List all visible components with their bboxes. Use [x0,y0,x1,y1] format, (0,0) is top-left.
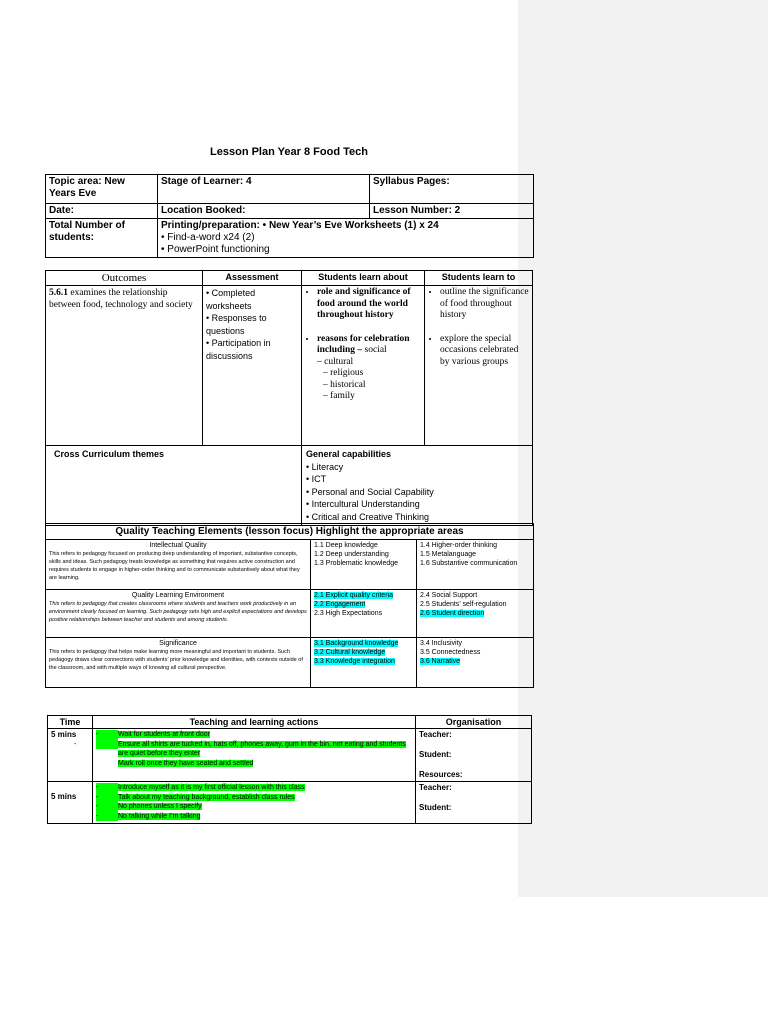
capabilities-title: General capabilities [306,449,392,459]
lesson-number-cell: Lesson Number: 2 [370,204,534,219]
quality-col2 [417,590,534,638]
quality-row-name: Intellectual Quality [149,542,207,549]
element-item: 3.5 Connectedness [420,649,481,656]
element-item: 2.3 High Expectations [314,610,383,617]
quality-col2 [417,638,534,688]
element-item: 1.3 Problematic knowledge [314,560,399,567]
location-cell: Location Booked: [158,204,370,219]
quality-row-text: This refers to pedagogy focused on producing deep understanding of important, substantive concepts, skills and ideas. Such pedagogy treats knowledge as something that requires active construction and requires students to engage in higher-order thinking and to communicate substantively about what they are learning. [49,551,300,581]
action-text: Introduce myself as it is my first official lesson with this class [118,784,305,791]
learn-about-cell [302,286,425,446]
quality-table [45,523,534,688]
learn-to-cell [425,286,533,446]
quality-col1 [311,590,417,638]
element-item: 1.5 Metalanguage [420,551,477,558]
quality-row-name: Significance [159,640,197,647]
element-item: 2.5 Students’ self-regulation [420,601,507,608]
learn-about-sub: – religious [323,368,364,378]
action-item: - Introduce myself as it is my first official lesson with this class [96,784,305,791]
actions-header: Teaching and learning actions [93,716,416,729]
action-item: - No talking while I’m talking [96,812,201,820]
quality-col2 [417,540,534,590]
learn-about-item [317,334,421,357]
quality-header: Quality Teaching Elements (lesson focus) Highlight the appropriate areas [46,524,534,540]
element-item: 1.2 Deep understanding [314,551,389,558]
action-text: Talk about my teaching background, establish class rules [118,793,295,801]
capability-item: • Intercultural Understanding [306,499,420,509]
assessment-cell [203,286,302,446]
org-item: Teacher: [419,730,452,739]
date-cell: Date: [46,204,158,219]
element-item-highlighted: 2.6 Student direction [420,610,485,617]
element-item-highlighted: 2.2 Engagement [314,601,366,608]
learn-about-header: Students learn about [302,271,425,286]
action-text: Mark roll once they have seated and settled [118,759,254,767]
element-item: 1.6 Substantive communication [420,560,518,567]
action-item [96,759,412,769]
assessment-item: • Completed worksheets [206,288,256,311]
action-item: - Ensure all shirts are tucked in, hats off, phones away, gum in the bin, not eating and students are quiet before they enter [74,740,406,757]
assessment-header: Assessment [203,271,302,286]
outcome-code: 5.6.1 [49,288,68,298]
learn-about-item-rest: social [362,345,387,355]
org-item: Teacher: [419,783,452,792]
element-item-highlighted: 3.3 Knowledge integration [314,658,395,665]
side-panel [518,0,768,897]
element-item-highlighted: 3.2 Cultural knowledge [314,649,386,656]
action-text: No phones unless I specify [118,803,202,810]
stage-cell: Stage of Learner: 4 [158,175,370,204]
printing-line: • Find-a-word x24 (2) [161,232,255,243]
printing-cell [158,219,534,258]
assessment-item: • Participation in discussions [206,338,271,361]
quality-row-desc [46,638,311,688]
org-item: Student: [419,803,452,812]
quality-row-text: This refers to pedagogy that helps make learning more meaningful and important to students. Such pedagogy draws clear connections with students’ prior knowledge and identities, with contexts outside of the classroom, and with multiple ways of knowing all cultural perspective. [49,649,303,671]
outcomes-header: Outcomes [46,271,203,286]
quality-col1 [311,638,417,688]
element-item: 1.4 Higher-order thinking [420,542,498,549]
quality-row-text: This refers to pedagogy that creates classrooms where students and teachers work productively in an environment clearly focused on learning. Such pedagogy sets high and explicit expectations and develops positive relationships between teacher and students and among students. [49,601,307,623]
learn-about-item: • role and significance of food around the world throughout history [317,287,421,322]
outcome-cell [46,286,203,446]
capability-item: • Critical and Creative Thinking [306,511,430,522]
action-item: - No phones unless I specify [96,803,202,810]
learn-about-item-bold: reasons for celebration including – [317,333,410,355]
time-cell: 5 mins [48,782,93,824]
quality-row-desc [46,540,311,590]
element-item: 1.1 Deep knowledge [314,542,378,549]
action-text: Ensure all shirts are tucked in, hats off, phones away, gum in the bin, not eating and students are quiet before they enter [118,740,406,757]
organisation-cell [416,782,532,824]
schedule-table [47,715,532,824]
learn-about-sub: – cultural [317,356,354,367]
action-text: No talking while I’m talking [118,812,201,820]
quality-row-name: Quality Learning Environment [131,592,225,599]
page-title: Lesson Plan Year 8 Food Tech [210,146,368,158]
action-text: Wait for students at front door [118,731,210,738]
quality-row-desc [46,590,311,638]
general-capabilities-cell [302,446,533,526]
learn-to-header: Students learn to [425,271,533,286]
quality-col1 [311,540,417,590]
org-item: Resources: [419,770,463,779]
cross-curriculum-cell: Cross Curriculum themes [46,446,302,526]
topic-area-cell: Topic area: New Years Eve [46,175,158,204]
element-item-highlighted: 3.1 Background knowledge [314,640,399,647]
element-item: 2.4 Social Support [420,592,478,599]
capability-item: • ICT [306,474,327,484]
learn-about-sub: – family [323,391,355,401]
outcomes-table [45,270,533,526]
assessment-item: • Responses to questions [206,313,267,336]
time-cell: 5 mins [48,729,93,782]
element-item-highlighted: 3.6 Narrative [420,658,461,665]
element-item-highlighted: 2.1 Explicit quality criteria [314,592,393,599]
printing-line: • PowerPoint functioning [161,244,270,255]
lesson-info-table [45,174,534,258]
printing-line: Printing/preparation: • New Year’s Eve Worksheets (1) x 24 [161,220,439,231]
action-item: - Wait for students at front door [96,731,210,738]
actions-cell [93,782,416,824]
element-item: 3.4 Inclusivity [420,640,463,647]
organisation-cell [416,729,532,782]
learn-about-sub: – historical [323,379,366,390]
capability-item: • Personal and Social Capability [306,486,434,497]
syllabus-cell: Syllabus Pages: [370,175,534,204]
org-item: Student: [419,750,452,759]
actions-cell [74,729,416,782]
organisation-header: Organisation [416,716,532,729]
learn-to-item: • explore the special occasions celebrated by various groups [440,334,529,369]
capability-item: • Literacy [306,461,344,472]
outcome-text: examines the relationship between food, technology and society [49,288,193,310]
time-header: Time [48,716,93,729]
learn-to-item: • outline the significance of food throughout history [440,287,529,322]
total-students-cell: Total Number of students: [46,219,158,258]
action-item: - Talk about my teaching background, establish class rules [96,793,295,801]
